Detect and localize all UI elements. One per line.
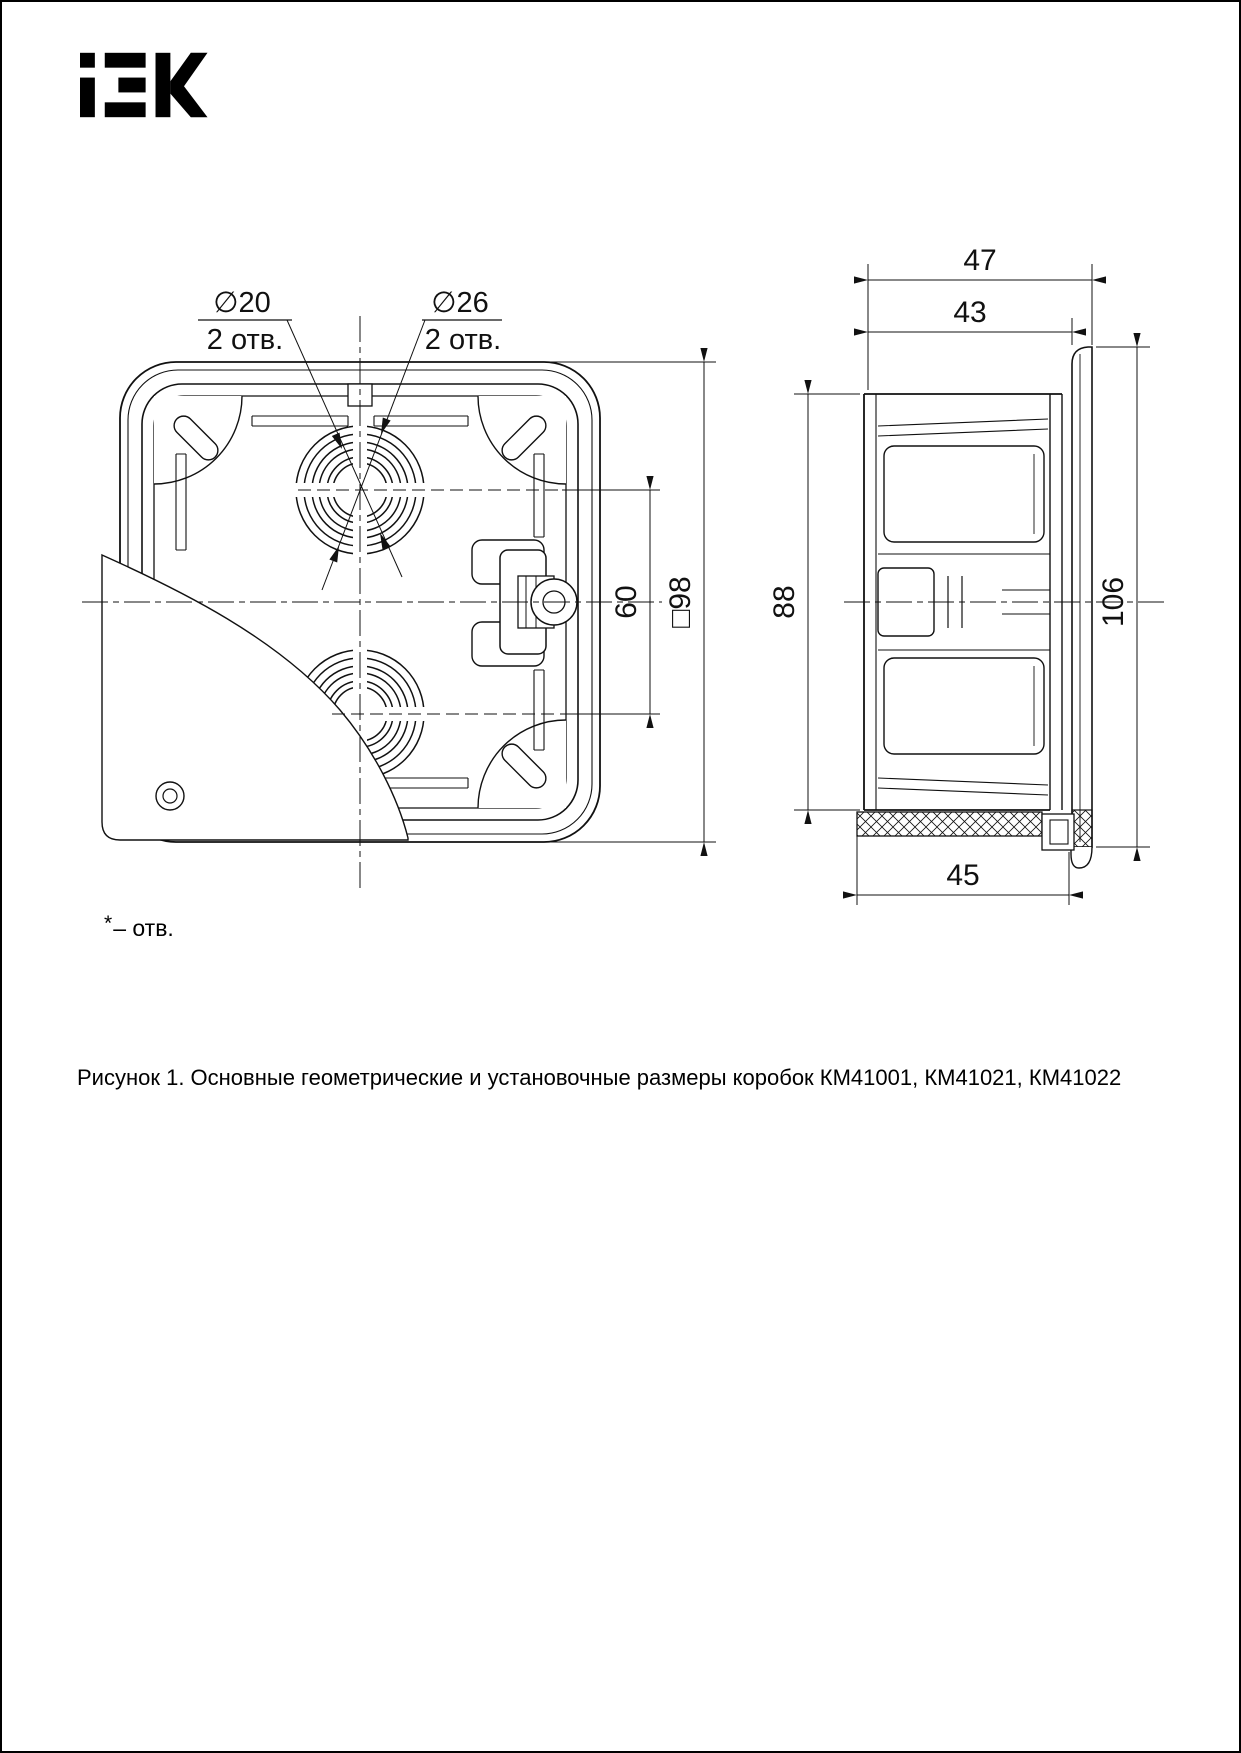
dim-98-text: □98 bbox=[664, 576, 697, 628]
torn-cover bbox=[102, 555, 408, 840]
hole-label-2-qty: 2 отв. bbox=[424, 324, 502, 356]
footnote-star: * bbox=[104, 912, 113, 935]
dim-88-text: 88 bbox=[768, 585, 801, 619]
side-view-flange bbox=[1071, 347, 1092, 868]
dim-60-text: 60 bbox=[610, 585, 643, 619]
footnote bbox=[104, 912, 174, 942]
latch bbox=[472, 540, 577, 666]
dim-43-text: 43 bbox=[953, 296, 987, 329]
technical-drawing bbox=[2, 2, 1241, 1002]
hole-label-1-dia: ∅20 bbox=[213, 287, 271, 319]
figure-caption: Рисунок 1. Основные геометрические и установочные размеры коробок КМ41001, КМ41021, КМ41022 bbox=[77, 1065, 1122, 1090]
dim-45-text: 45 bbox=[946, 859, 980, 892]
dim-47-text: 47 bbox=[963, 244, 997, 277]
hole-leaders bbox=[198, 320, 502, 590]
hole-label-2-dia: ∅26 bbox=[431, 287, 489, 319]
footnote-text: – отв. bbox=[113, 915, 174, 941]
dim-106-text: 106 bbox=[1097, 576, 1130, 628]
hole-label-1-qty: 2 отв. bbox=[206, 324, 284, 356]
side-view-bottom-lip bbox=[857, 812, 1074, 850]
